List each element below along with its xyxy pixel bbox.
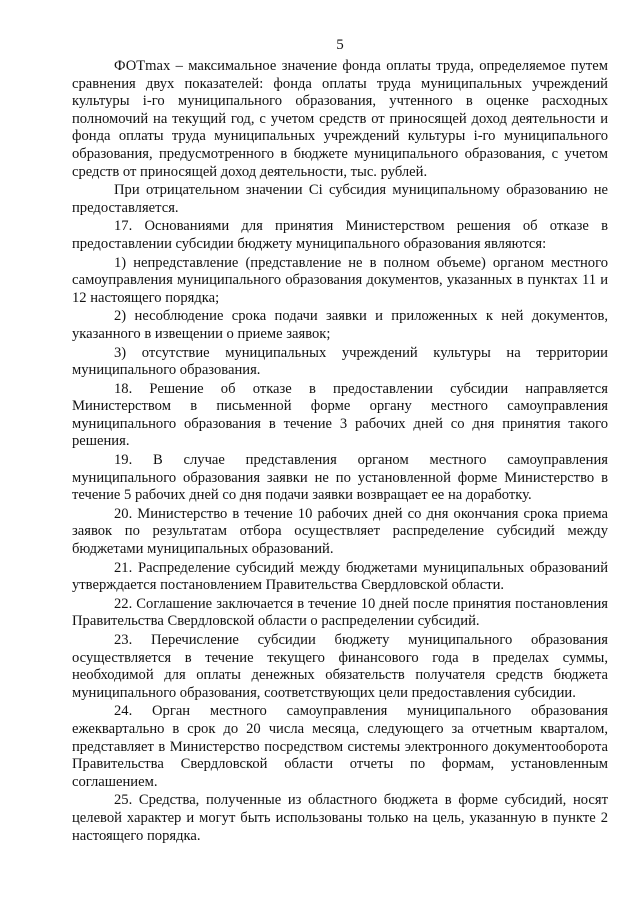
- paragraph-25: 25. Средства, полученные из областного бюджета в форме субсидий, носят целевой характер и могут быть использованы только на цель, указанную в пункте 2 настоящего порядка.: [72, 792, 608, 844]
- paragraph-17-item-3: 3) отсутствие муниципальных учреждений культуры на территории муниципального образования.: [72, 344, 608, 379]
- paragraph-20: 20. Министерство в течение 10 рабочих дней со дня окончания срока приема заявок по результатам отбора осуществляет распределение субсидий между бюджетами муниципальных образований.: [72, 505, 608, 558]
- paragraph-17-item-1: 1) непредставление (представление не в полном объеме) органом местного самоуправления муниципального образования документов, указанных в пунктах 11 и 12 настоящего порядка;: [72, 254, 608, 306]
- paragraph-18: 18. Решение об отказе в предоставлении субсидии направляется Министерством в письменной форме органу местного самоуправления муниципального образования в течение 3 рабочих дней со дня принятия такого решения.: [72, 380, 608, 450]
- paragraph-fotmax-definition: ФОТmax – максимальное значение фонда оплаты труда, определяемое путем сравнения двух показателей: фонда оплаты труда муниципальных учреждений культуры i-го муниципального образования, учтенного в оценке расходных полномочий на текущий год, с учетом средств от приносящей доход деятельности и фонда оплаты труда муниципальных учреждений культуры i-го муниципального образования, предусмотренного в бюджете муниципального образования, с учетом средств от приносящей доход деятельности, тыс. рублей.: [72, 58, 608, 180]
- paragraph-17: 17. Основаниями для принятия Министерством решения об отказе в предоставлении субсидии бюджету муниципального образования являются:: [72, 218, 608, 252]
- paragraph-17-item-2: 2) несоблюдение срока подачи заявки и приложенных к ней документов, указанного в извещении о приеме заявок;: [72, 308, 608, 342]
- page-number: 5: [336, 37, 344, 53]
- paragraph-negative-value: При отрицательном значении Ci субсидия муниципальному образованию не предоставляется.: [72, 182, 608, 216]
- paragraph-23: 23. Перечисление субсидии бюджету муниципального образования осуществляется в течение текущего финансового года в пределах суммы, необходимой для оплаты денежных обязательств получателя средств бюджета муниципального образования, соответствующих цели предоставления субсидии.: [72, 632, 608, 701]
- paragraph-21: 21. Распределение субсидий между бюджетами муниципальных образований утверждается постановлением Правительства Свердловской области.: [72, 559, 608, 594]
- paragraph-22: 22. Соглашение заключается в течение 10 дней после принятия постановления Правительства Свердловской области о распределении субсидий.: [72, 595, 608, 630]
- paragraph-24: 24. Орган местного самоуправления муниципального образования ежеквартально в срок до 20 числа месяца, следующего за отчетным кварталом, представляет в Министерство посредством системы электронного документооборота Правительства Свердловской области отчеты по формам, установленным соглашением.: [72, 703, 608, 790]
- document-page: [72, 36, 608, 846]
- paragraph-19: 19. В случае представления органом местного самоуправления муниципального образования заявки не по установленной форме Министерство в течение 5 рабочих дней со дня подачи заявки возвращает ее на доработку.: [72, 452, 608, 504]
